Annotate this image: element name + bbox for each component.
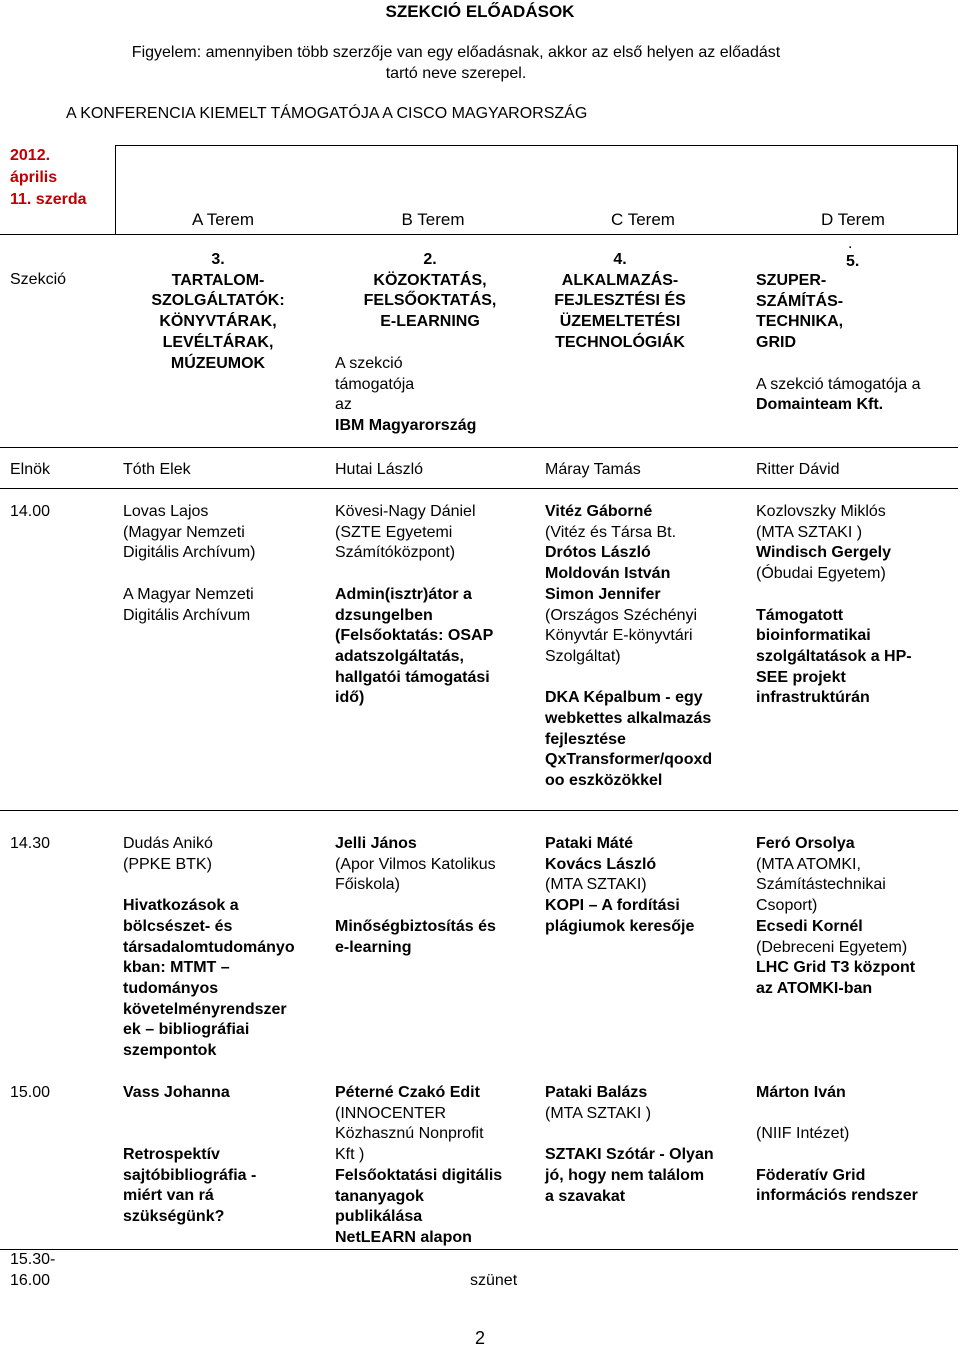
- table-top-border: [115, 145, 958, 146]
- slot3-talk-b: Péterné Czakó Edit (INNOCENTER Közhasznú Nonprofit Kft ) Felsőoktatási digitális tananyagok publikálása NetLEARN alapon: [335, 1084, 503, 1246]
- section-a: 3. TARTALOM- SZOLGÁLTATÓK: KÖNYVTÁRAK, LEVÉLTÁRAK, MÚZEUMOK: [151, 251, 285, 372]
- slot2-talk-c: Pataki Máté Kovács László (MTA SZTAKI) KOPI – A fordítási plágiumok keresője: [545, 835, 695, 935]
- slot1-talk-d: Kozlovszky Miklós (MTA SZTAKI ) Windisch Gergely (Óbudai Egyetem) Támogatott bioinformatikai szolgáltatások a HP- SEE projekt infrastruktúrán: [756, 503, 912, 707]
- slot3-talk-c: Pataki Balázs (MTA SZTAKI ) SZTAKI Szótár - Olyan jó, hogy nem találom a szavakat: [545, 1084, 714, 1205]
- page-number: 2: [474, 1328, 485, 1348]
- section-c: 4. ALKALMAZÁS- FEJLESZTÉSI ÉS ÜZEMELTETÉSI TECHNOLÓGIÁK: [554, 251, 686, 351]
- section-label: Szekció: [10, 271, 67, 288]
- room-c: C Terem: [611, 210, 675, 229]
- rooms-divider: [0, 234, 958, 235]
- break-time: 15.30- 16.00: [10, 1251, 56, 1289]
- main-sponsor: A KONFERENCIA KIEMELT TÁMOGATÓJA A CISCO MAGYARORSZÁG: [66, 105, 588, 122]
- section-b: 2. KÖZOKTATÁS, FELSŐOKTATÁS, E-LEARNING: [363, 251, 497, 331]
- chairs-divider: [0, 488, 958, 489]
- table-left-border: [115, 145, 116, 235]
- room-headers: [118, 210, 958, 231]
- section-d: SZUPER- SZÁMÍTÁS- TECHNIKA, GRID A szekció támogatója a Domainteam Kft.: [756, 272, 921, 414]
- slot3-time: 15.00: [10, 1084, 51, 1101]
- chair-d: Ritter Dávid: [756, 461, 840, 478]
- break-label: szünet: [470, 1272, 518, 1289]
- page-title: SZEKCIÓ ELŐADÁSOK: [385, 2, 575, 21]
- section-b-sponsor: A szekció támogatója az IBM Magyarország: [335, 355, 477, 435]
- notice-text: Figyelem: amennyiben több szerzője van egy előadásnak, akkor az első helyen az előadást tartó neve szerepel.: [131, 44, 781, 82]
- slot3-talk-a: Vass Johanna Retrospektív sajtóbibliográfia - miért van rá szükségünk?: [123, 1084, 257, 1226]
- conference-date: 2012. április 11. szerda: [10, 147, 87, 208]
- slot1-divider: [0, 810, 958, 811]
- slot1-talk-a: Lovas Lajos (Magyar Nemzeti Digitális Archívum) A Magyar Nemzeti Digitális Archívum: [123, 503, 256, 624]
- slot3-talk-d: Márton Iván (NIIF Intézet) Föderatív Grid információs rendszer: [756, 1084, 918, 1205]
- chair-label: Elnök: [10, 461, 51, 478]
- break-divider: [0, 1249, 958, 1250]
- room-a: A Terem: [191, 210, 255, 229]
- section-d-dot: .: [848, 235, 853, 252]
- room-b: B Terem: [401, 210, 465, 229]
- slot2-talk-b: Jelli János (Apor Vilmos Katolikus Főiskola) Minőségbiztosítás és e-learning: [335, 835, 496, 956]
- sections-divider: [0, 447, 958, 448]
- slot2-talk-a: Dudás Anikó (PPKE BTK) Hivatkozások a bölcsészet- és társadalomtudományo kban: MTMT – tudományos követelményrendszer ek – bibliográfiai szempontok: [123, 835, 295, 1060]
- chair-a: Tóth Elek: [123, 461, 191, 478]
- room-d: D Terem: [821, 210, 885, 229]
- section-d-number: 5.: [846, 253, 860, 270]
- slot1-talk-c: Vitéz Gáborné (Vitéz és Társa Bt. Drótos László Moldován István Simon Jennifer (Országos Széchényi Könyvtár E-könyvtári Szolgáltat) DKA Képalbum - egy webkettes alkalmazás fejlesztése QxTransformer/qooxd oo eszközökkel: [545, 503, 713, 790]
- slot2-talk-d: Feró Orsolya (MTA ATOMKI, Számítástechnikai Csoport) Ecsedi Kornél (Debreceni Egyetem) LHC Grid T3 központ az ATOMKI-ban: [756, 835, 916, 997]
- slot2-time: 14.30: [10, 835, 51, 852]
- chair-b: Hutai László: [335, 461, 424, 478]
- chair-c: Máray Tamás: [545, 461, 641, 478]
- slot1-time: 14.00: [10, 503, 51, 520]
- slot1-talk-b: Kövesi-Nagy Dániel (SZTE Egyetemi Számítóközpont) Admin(isztr)átor a dzsungelben (Felsőoktatás: OSAP adatszolgáltatás, hallgatói támogatási idő): [335, 503, 494, 707]
